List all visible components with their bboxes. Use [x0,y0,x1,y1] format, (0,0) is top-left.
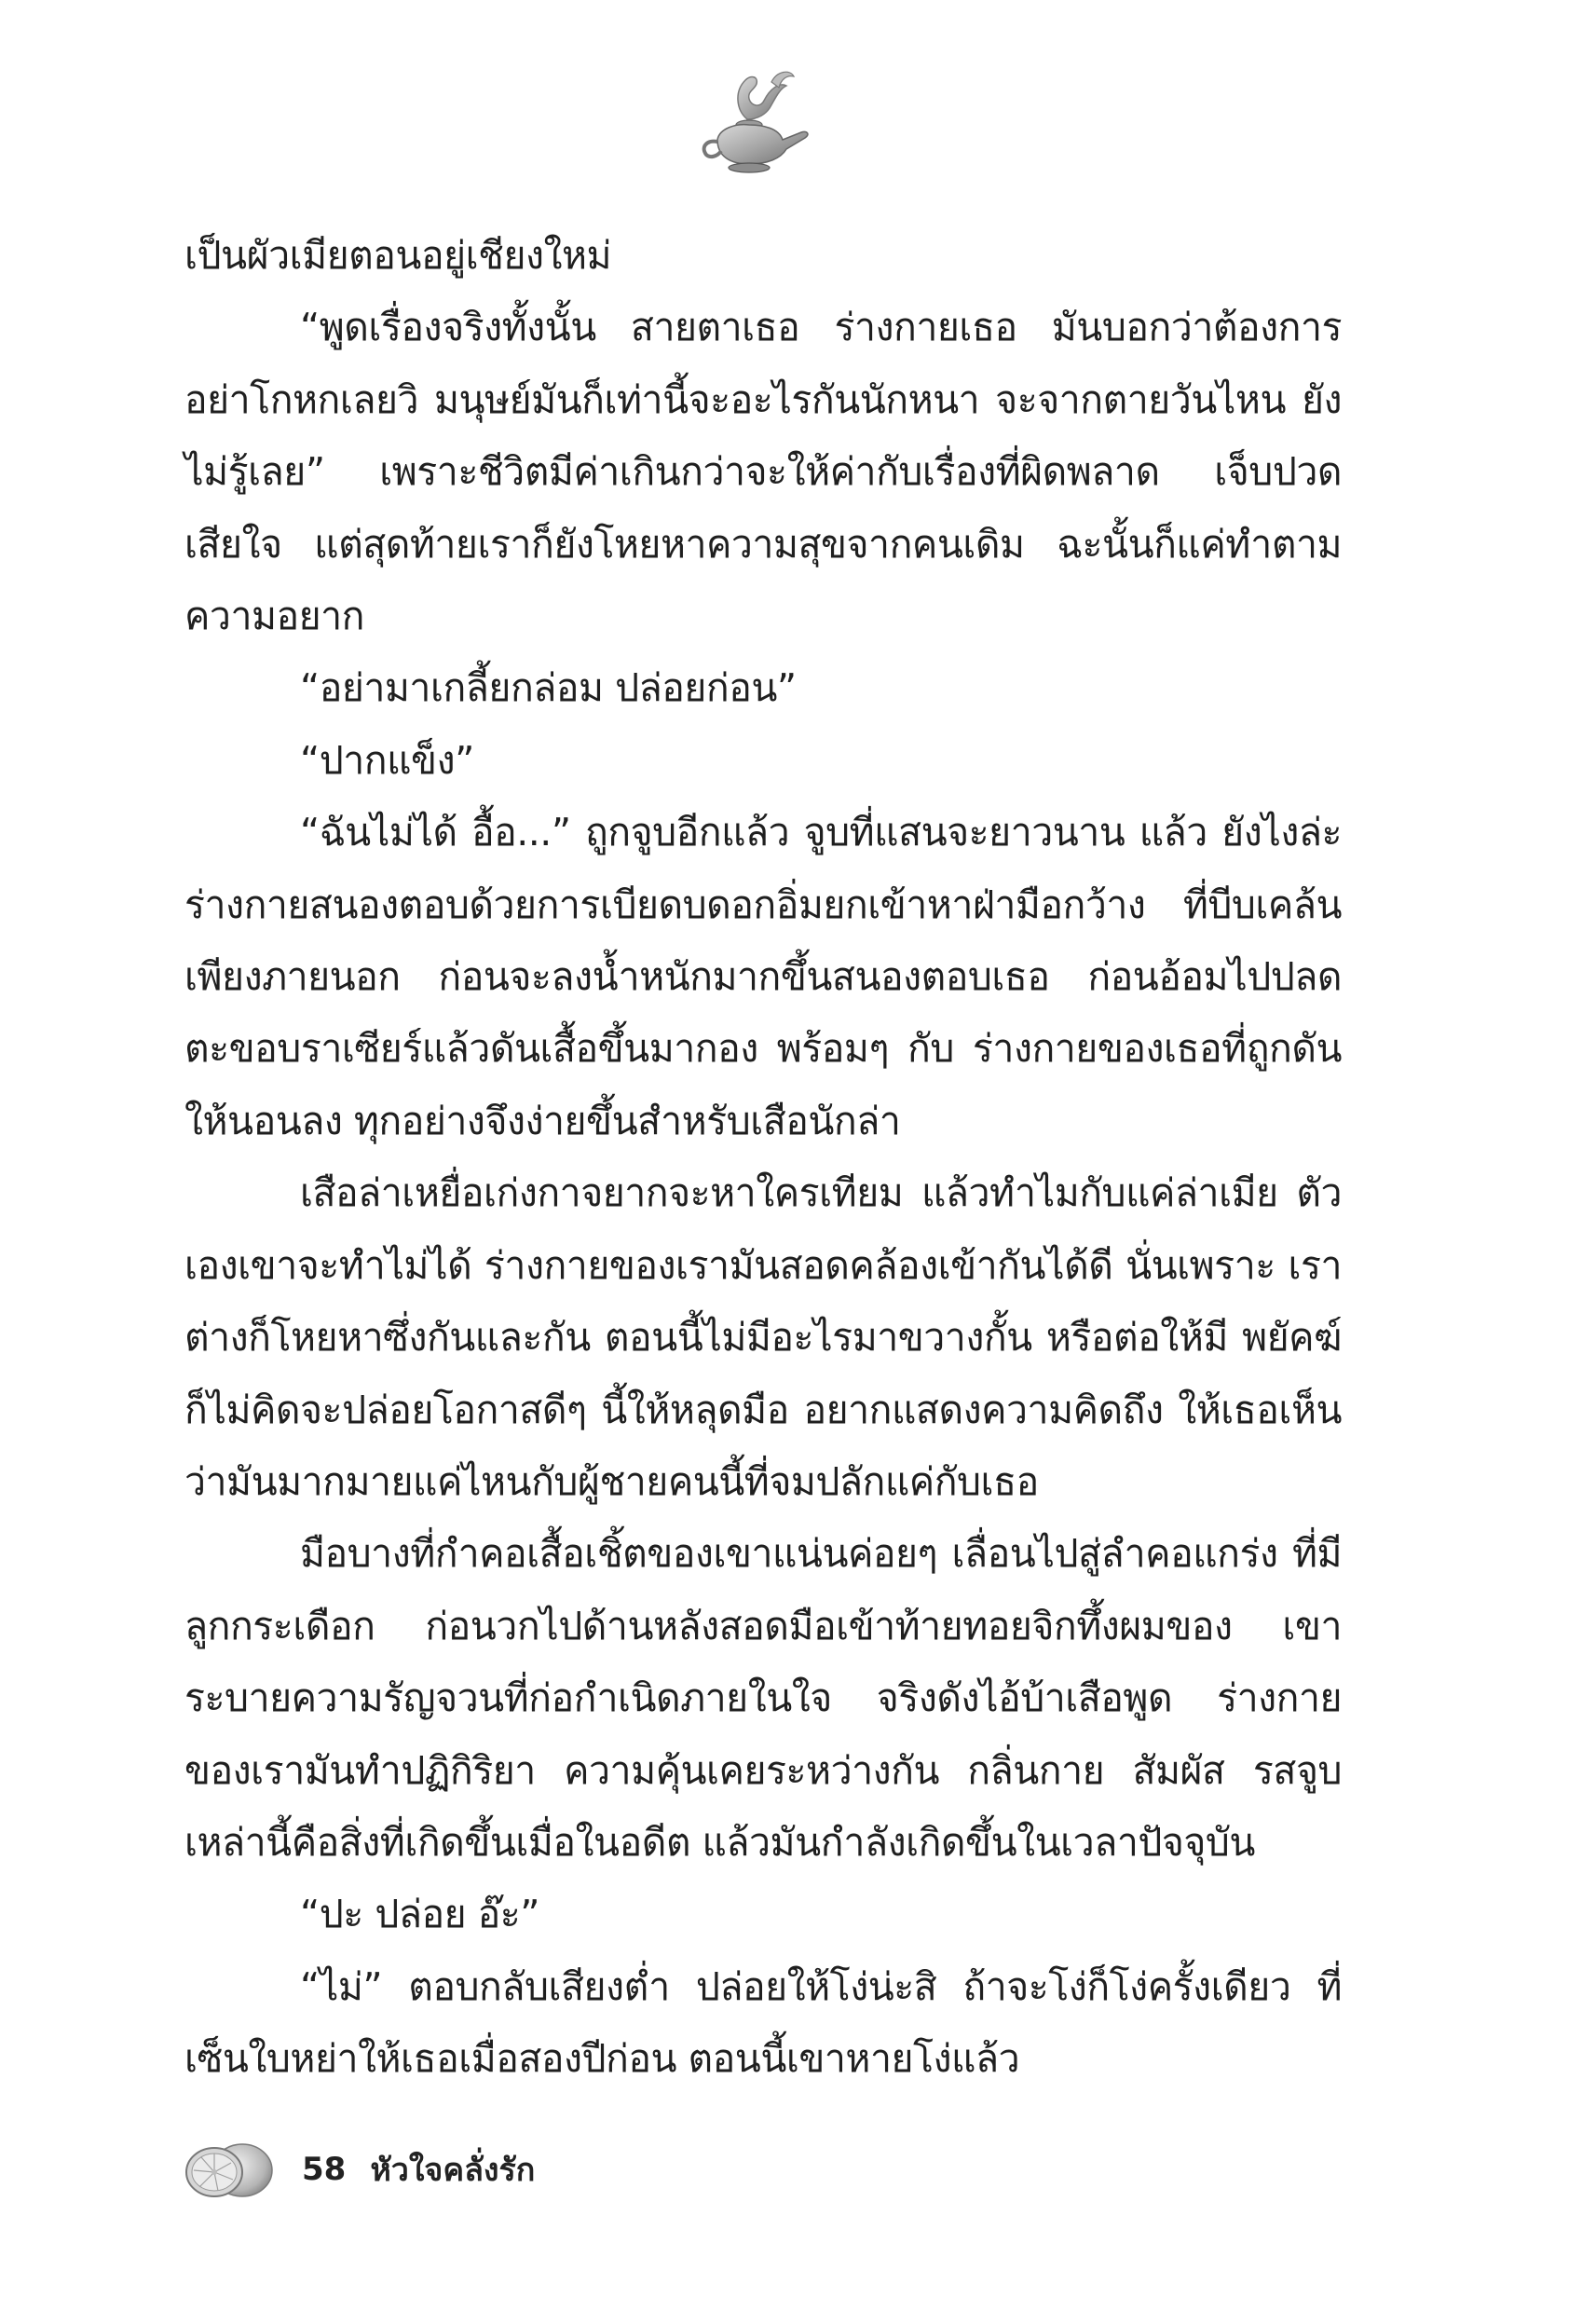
paragraph: “ปากแข็ง” [300,737,474,783]
paragraph: มือบางที่กำคอเสื้อเชิ้ตของเขาแน่นค่อยๆ เลื่อนไปสู่ลำคอแกร่ง ที่มีลูกกระเดือก ก่อนวกไปด้านหลังสอดมือเข้าท้ายทอยจิกทึ้งผมของ เขาระบายความรัญจวนที่ก่อกำเนิดภายในใจ จริงดังไอ้บ้าเสือพูด ร่างกาย ของเรามันทำปฏิกิริยา ความคุ้นเคยระหว่างกัน กลิ่นกาย สัมผัส รสจูบ เหล่านี้คือสิ่งที่เกิดขึ้นเมื่อในอดีต แล้วมันกำลังเกิดขึ้นในเวลาปัจจุบัน [184,1531,1342,1865]
body-text [184,220,1342,2096]
paragraph: “อย่ามาเกลี้ยกล่อม ปล่อยก่อน” [300,665,797,711]
paragraph: เป็นผัวเมียตอนอยู่เชียงใหม่ [184,233,612,278]
paragraph: “ไม่” ตอบกลับเสียงต่ำ ปล่อยให้โง่น่ะสิ ถ้าจะโง่ก็โง่ครั้งเดียว ที่เซ็นใบหย่าให้เธอเมื่อสองปีก่อน ตอนนี้เขาหายโง่แล้ว [184,1963,1342,2082]
page-number: 58 [302,2151,347,2188]
paragraph: “ปะ ปล่อย อ๊ะ” [300,1892,540,1937]
paragraph: เสือล่าเหยื่อเก่งกาจยากจะหาใครเทียม แล้วทำไมกับแค่ล่าเมีย ตัวเองเขาจะทำไม่ได้ ร่างกายของเรามันสอดคล้องเข้ากันได้ดี นั่นเพราะ เราต่างก็โหยหาซึ่งกันและกัน ตอนนี้ไม่มีอะไรมาขวางกั้น หรือต่อให้มี พยัคฆ์ก็ไม่คิดจะปล่อยโอกาสดีๆ นี้ให้หลุดมือ อยากแสดงความคิดถึง ให้เธอเห็นว่ามันมากมายแค่ไหนกับผู้ชายคนนี้ที่จมปลักแค่กับเธอ [184,1170,1342,1504]
paragraph: “ฉันไม่ได้ อื้อ...” ถูกจูบอีกแล้ว จูบที่แสนจะยาวนาน แล้ว ยังไงล่ะ ร่างกายสนองตอบด้วยการเบียดบดอกอิ่มยกเข้าหาฝ่ามือกว้าง ที่บีบเคล้นเพียงภายนอก ก่อนจะลงน้ำหนักมากขึ้นสนองตอบเธอ ก่อนอ้อมไปปลดตะขอบราเซียร์แล้วดันเสื้อขึ้นมากอง พร้อมๆ กับ ร่างกายของเธอที่ถูกดันให้นอนลง ทุกอย่างจึงง่ายขึ้นสำหรับเสือนักล่า [184,810,1342,1143]
book-title: หัวใจคลั่งรัก [370,2152,536,2189]
genie-lamp-icon [689,54,820,185]
page-footer [177,2132,535,2207]
orange-slice-icon [177,2137,280,2202]
paragraph: “พูดเรื่องจริงทั้งนั้น สายตาเธอ ร่างกายเธอ มันบอกว่าต้องการ อย่าโกหกเลยวิ มนุษย์มันก็เท่านี้จะอะไรกันนักหนา จะจากตายวันไหน ยังไม่รู้เลย” เพราะชีวิตมีค่าเกินกว่าจะให้ค่ากับเรื่องที่ผิดพลาด เจ็บปวด เสียใจ แต่สุดท้ายเราก็ยังโหยหาความสุขจากคนเดิม ฉะนั้นก็แค่ทำตาม ความอยาก [184,305,1342,639]
